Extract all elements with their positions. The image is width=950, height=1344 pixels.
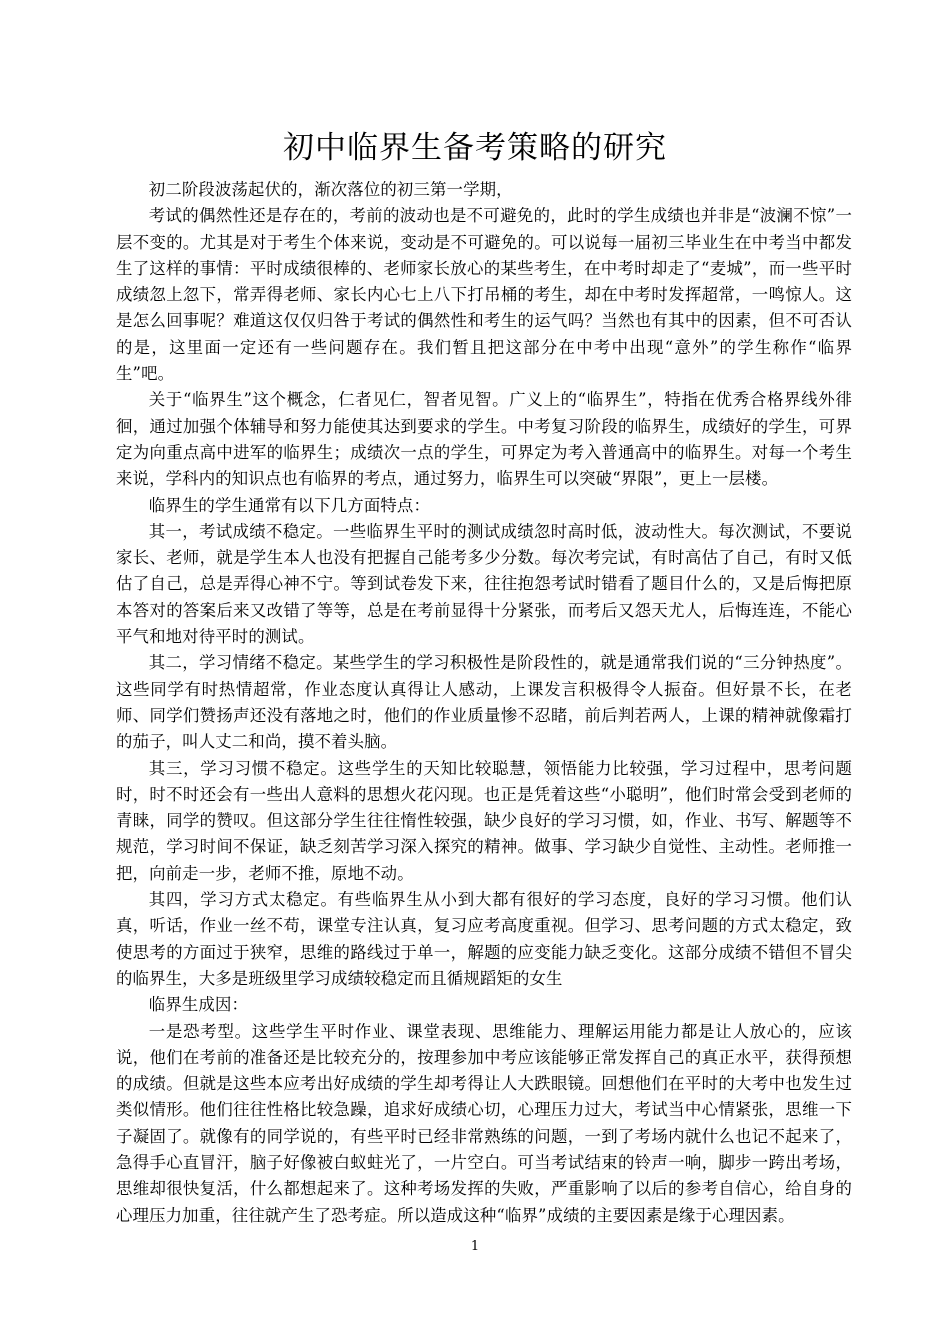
paragraph-exam-chance: 考试的偶然性还是存在的，考前的波动也是不可避免的，此时的学生成绩也并非是“波澜不惊”一层不变的。尤其是对于考生个体来说，变动是不可避免的。可以说每一届初三毕业生在中考当中都发生了这样的事情：平时成绩很棒的、老师家长放心的某些考生，在中考时却走了“麦城”，而一些平时成绩忽上忽下，常弄得老师、家长内心七上八下打吊桶的考生，却在中考时发挥超常，一鸣惊人。这是怎么回事呢？难道这仅仅归咎于考试的偶然性和考生的运气吗？当然也有其中的因素，但不可否认的是，这里面一定还有一些问题存在。我们暂且把这部分在中考中出现“意外”的学生称作“临界生”吧。 (116, 206, 852, 384)
paragraph-cause-1: 一是恐考型。这些学生平时作业、课堂表现、思维能力、理解运用能力都是让人放心的，应该说，他们在考前的准备还是比较充分的，按理参加中考应该能够正常发挥自己的真正水平，获得预想的成绩。但就是这些本应考出好成绩的学生却考得让人大跌眼镜。回想他们在平时的大考中也发生过类似情形。他们往往性格比较急躁，追求好成绩心切，心理压力过大，考试当中心情紧张，思维一下子凝固了。就像有的同学说的，有些平时已经非常熟练的问题，一到了考场内就什么也记不起来了，急得手心直冒汗，脑子好像被白蚁蛀光了，一片空白。可当考试结束的铃声一响，脚步一跨出考场，思维却很快复活，什么都想起来了。这种考场发挥的失败，严重影响了以后的参考自信心，给自身的心理压力加重，往往就产生了恐考症。所以造成这种“临界”成绩的主要因素是缘于心理因素。 (116, 1021, 852, 1225)
paragraph-causes-heading: 临界生成因： (148, 995, 249, 1015)
paragraph-traits-heading: 临界生的学生通常有以下几方面特点： (148, 495, 430, 515)
document-body (116, 177, 852, 1229)
paragraph-trait-3: 其三，学习习惯不稳定。这些学生的天知比较聪慧，领悟能力比较强，学习过程中，思考问题时，时不时还会有一些出人意料的思想火花闪现。也正是凭着这些“小聪明”，他们时常会受到老师的青睐，同学的赞叹。但这部分学生往往惰性较强，缺少良好的学习习惯，如，作业、书写、解题等不规范，学习时间不保证，缺乏刻苦学习深入探究的精神。做事、学习缺少自觉性、主动性。老师推一把，向前走一步，老师不推，原地不动。 (116, 758, 852, 883)
paragraph-intro: 初二阶段波荡起伏的，渐次落位的初三第一学期， (148, 180, 513, 199)
paragraph-trait-2: 其二，学习情绪不稳定。某些学生的学习积极性是阶段性的，就是通常我们说的“三分钟热度”。这些同学有时热情超常，作业态度认真得让人感动，上课发言积极得令人振奋。但好景不长，在老师、同学们赞扬声还没有落地之时，他们的作业质量惨不忍睹，前后判若两人，上课的精神就像霜打的茄子，叫人丈二和尚，摸不着头脑。 (116, 653, 852, 752)
page-number: 1 (470, 1239, 480, 1254)
document-title: 初中临界生备考策略的研究 (283, 130, 667, 166)
paragraph-definition: 关于“临界生”这个概念，仁者见仁，智者见智。广义上的“临界生”，特指在优秀合格界线外徘徊，通过加强个体辅导和努力能使其达到要求的学生。中考复习阶段的临界生，成绩好的学生，可界定为向重点高中进军的临界生；成绩次一点的学生，可界定为考入普通高中的临界生。对每一个考生来说，学科内的知识点也有临界的考点，通过努力，临界生可以突破“界限”，更上一层楼。 (116, 390, 852, 489)
paragraph-trait-1: 其一，考试成绩不稳定。一些临界生平时的测试成绩忽时高时低，波动性大。每次测试，不要说家长、老师，就是学生本人也没有把握自己能考多少分数。每次考完试，有时高估了自己，有时又低估了自己，总是弄得心神不宁。等到试卷发下来，往往抱怨考试时错看了题目什么的，又是后悔把原本答对的答案后来又改错了等等，总是在考前显得十分紧张，而考后又怨天尤人，后悔连连，不能心平气和地对待平时的测试。 (116, 521, 852, 647)
paragraph-trait-4: 其四，学习方式太稳定。有些临界生从小到大都有很好的学习态度，良好的学习习惯。他们认真，听话，作业一丝不苟，课堂专注认真，复习应考高度重视。但学习、思考问题的方式太稳定，致使思考的方面过于狭窄，思维的路线过于单一，解题的应变能力缺乏变化。这部分成绩不错但不冒尖的临界生，大多是班级里学习成绩较稳定而且循规蹈矩的女生 (116, 890, 852, 988)
